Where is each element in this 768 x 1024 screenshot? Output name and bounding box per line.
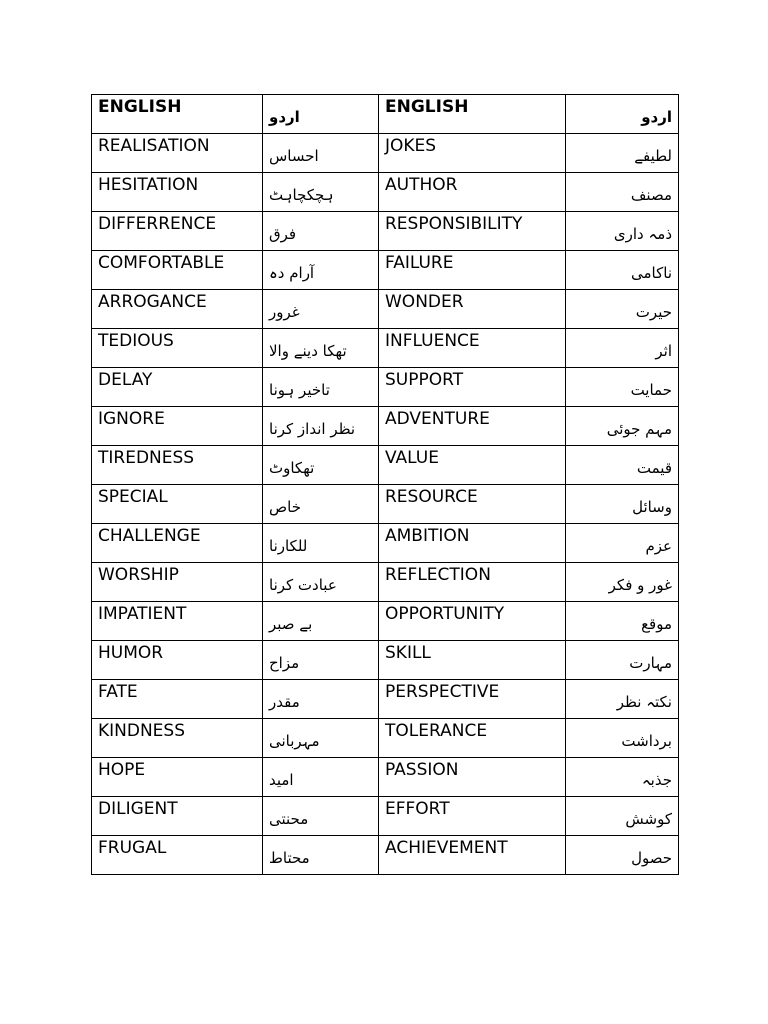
- urdu-word-col1: فرق: [263, 212, 379, 251]
- table-row: [92, 485, 679, 524]
- urdu-word-col2: لطیفے: [566, 134, 679, 173]
- english-word-col2: INFLUENCE: [379, 329, 566, 368]
- urdu-word-col1: غرور: [263, 290, 379, 329]
- urdu-word-col2: ناکامی: [566, 251, 679, 290]
- table-row: [92, 680, 679, 719]
- english-word-col2: JOKES: [379, 134, 566, 173]
- english-word-col2: SKILL: [379, 641, 566, 680]
- urdu-word-col2: حصول: [566, 836, 679, 875]
- urdu-word-col1: مزاح: [263, 641, 379, 680]
- table-row: [92, 797, 679, 836]
- vocabulary-table-body: [92, 95, 679, 875]
- english-word-col1: HESITATION: [92, 173, 263, 212]
- english-word-col2: AMBITION: [379, 524, 566, 563]
- english-word-col2: RESOURCE: [379, 485, 566, 524]
- urdu-word-col1: مقدر: [263, 680, 379, 719]
- urdu-word-col2: وسائل: [566, 485, 679, 524]
- urdu-word-col1: آرام دہ: [263, 251, 379, 290]
- english-word-col2: FAILURE: [379, 251, 566, 290]
- english-word-col1: HUMOR: [92, 641, 263, 680]
- urdu-word-col1: احساس: [263, 134, 379, 173]
- urdu-word-col1: خاص: [263, 485, 379, 524]
- english-word-col2: VALUE: [379, 446, 566, 485]
- english-word-col2: SUPPORT: [379, 368, 566, 407]
- urdu-word-col2: مصنف: [566, 173, 679, 212]
- english-word-col2: ACHIEVEMENT: [379, 836, 566, 875]
- table-row: [92, 641, 679, 680]
- urdu-word-col1: عبادت کرنا: [263, 563, 379, 602]
- english-word-col1: IGNORE: [92, 407, 263, 446]
- english-word-col1: IMPATIENT: [92, 602, 263, 641]
- table-row: [92, 719, 679, 758]
- urdu-word-col1: للکارنا: [263, 524, 379, 563]
- table-row: [92, 212, 679, 251]
- table-row: [92, 563, 679, 602]
- urdu-word-col2: موقع: [566, 602, 679, 641]
- urdu-word-col1: مہربانی: [263, 719, 379, 758]
- table-header-row: [92, 95, 679, 134]
- english-word-col1: SPECIAL: [92, 485, 263, 524]
- english-word-col2: WONDER: [379, 290, 566, 329]
- urdu-word-col2: حیرت: [566, 290, 679, 329]
- table-row: [92, 329, 679, 368]
- urdu-word-col1: بے صبر: [263, 602, 379, 641]
- english-word-col1: TIREDNESS: [92, 446, 263, 485]
- urdu-word-col2: کوشش: [566, 797, 679, 836]
- urdu-word-col2: مہم جوئی: [566, 407, 679, 446]
- english-word-col2: OPPORTUNITY: [379, 602, 566, 641]
- urdu-word-col2: قیمت: [566, 446, 679, 485]
- table-row: [92, 407, 679, 446]
- header-english-1: ENGLISH: [92, 95, 263, 134]
- english-word-col1: KINDNESS: [92, 719, 263, 758]
- urdu-word-col1: تھکاوٹ: [263, 446, 379, 485]
- english-word-col1: ARROGANCE: [92, 290, 263, 329]
- urdu-word-col2: حمایت: [566, 368, 679, 407]
- table-row: [92, 134, 679, 173]
- header-urdu-1: اردو: [263, 95, 379, 134]
- table-row: [92, 602, 679, 641]
- urdu-word-col1: ہچکچاہٹ: [263, 173, 379, 212]
- english-word-col1: TEDIOUS: [92, 329, 263, 368]
- english-word-col1: WORSHIP: [92, 563, 263, 602]
- header-urdu-2: اردو: [566, 95, 679, 134]
- table-row: [92, 836, 679, 875]
- urdu-word-col1: تاخیر ہونا: [263, 368, 379, 407]
- english-word-col1: REALISATION: [92, 134, 263, 173]
- english-word-col2: REFLECTION: [379, 563, 566, 602]
- english-word-col1: FATE: [92, 680, 263, 719]
- english-word-col2: RESPONSIBILITY: [379, 212, 566, 251]
- urdu-word-col1: محتاط: [263, 836, 379, 875]
- english-word-col2: ADVENTURE: [379, 407, 566, 446]
- english-word-col1: DELAY: [92, 368, 263, 407]
- urdu-word-col2: ذمہ داری: [566, 212, 679, 251]
- english-word-col1: COMFORTABLE: [92, 251, 263, 290]
- urdu-word-col2: عزم: [566, 524, 679, 563]
- english-word-col2: PASSION: [379, 758, 566, 797]
- table-row: [92, 290, 679, 329]
- urdu-word-col1: محنتی: [263, 797, 379, 836]
- urdu-word-col2: برداشت: [566, 719, 679, 758]
- urdu-word-col1: نظر انداز کرنا: [263, 407, 379, 446]
- table-row: [92, 446, 679, 485]
- urdu-word-col2: جذبہ: [566, 758, 679, 797]
- vocabulary-table: [91, 94, 679, 875]
- header-english-2: ENGLISH: [379, 95, 566, 134]
- english-word-col1: CHALLENGE: [92, 524, 263, 563]
- table-row: [92, 524, 679, 563]
- table-row: [92, 368, 679, 407]
- urdu-word-col1: تھکا دینے والا: [263, 329, 379, 368]
- english-word-col2: AUTHOR: [379, 173, 566, 212]
- english-word-col2: TOLERANCE: [379, 719, 566, 758]
- urdu-word-col2: مہارت: [566, 641, 679, 680]
- english-word-col1: DIFFERRENCE: [92, 212, 263, 251]
- urdu-word-col2: غور و فکر: [566, 563, 679, 602]
- urdu-word-col1: امید: [263, 758, 379, 797]
- table-row: [92, 173, 679, 212]
- table-row: [92, 758, 679, 797]
- table-row: [92, 251, 679, 290]
- english-word-col1: HOPE: [92, 758, 263, 797]
- english-word-col1: FRUGAL: [92, 836, 263, 875]
- english-word-col2: EFFORT: [379, 797, 566, 836]
- urdu-word-col2: اثر: [566, 329, 679, 368]
- english-word-col1: DILIGENT: [92, 797, 263, 836]
- english-word-col2: PERSPECTIVE: [379, 680, 566, 719]
- urdu-word-col2: نکتہ نظر: [566, 680, 679, 719]
